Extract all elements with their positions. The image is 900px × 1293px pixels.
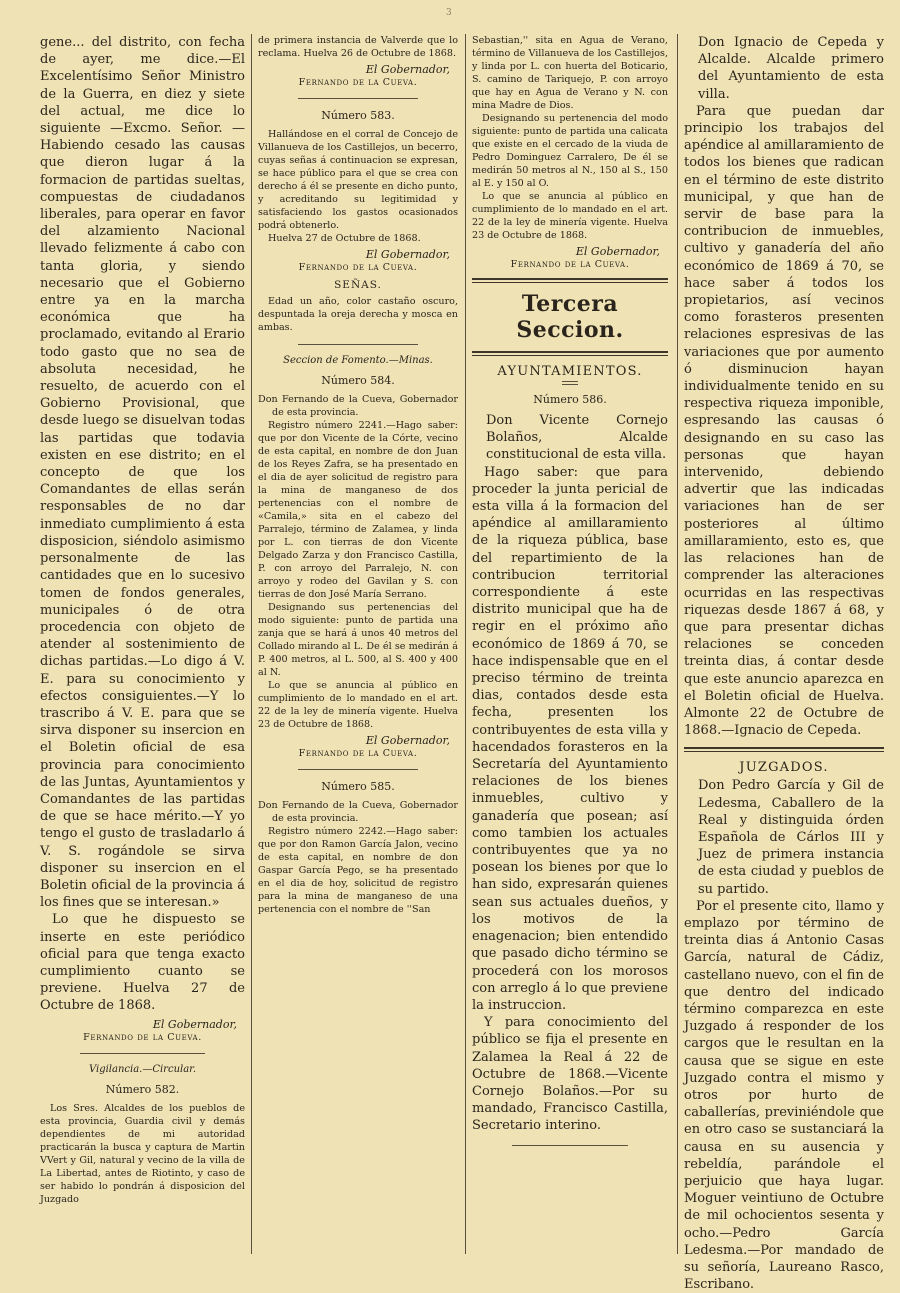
notice-number: Número 583.: [321, 109, 395, 122]
notice-body: Lo que se anuncia al público en cumplimiento de lo mandado en el art. 22 de la ley de minería vigente. Huelva 23 de Octubre de 1868.: [472, 191, 668, 241]
notice-body: Designando sus pertenencias del modo siguiente: punto de partida una zanja que se hará á unos 40 metros del Collado mirando al L. De él se medirán á P. 400 metros, al L. 500, al S. 400 y 400 al N.: [258, 602, 458, 678]
notice-number: Número 585.: [321, 780, 395, 793]
notice-body: Hago saber: que para proceder la junta pericial de esta villa á la formacion del apéndice al amillaramiento de la riqueza pública, base del repartimiento de la contribucion territorial correspondiente á este distrito municipal que ha de regir en el próximo año económico de 1869 á 70, se hace indispensable que en el preciso término de treinta dias, contados desde esta fecha, presenten los contribuyentes de esta villa y hacendados forasteros en la Secretaría del Ayuntamiento relaciones de los bienes inmuebles, cultivo y ganadería que posean; así como tambien los actuales contribuyentes que ya no posean los bienes por que lo han sido, expresarán quienes sean sus actuales dueños, y los motivos de la enagenacion; bien entendido que pasado dicho término se procederá con los morosos con arreglo á lo que previene la instruccion.: [472, 464, 668, 1013]
notice-body: Edad un año, color castaño oscuro, despuntada la oreja derecha y mosca en ambas.: [258, 296, 458, 333]
notice-heading: Don Ignacio de Cepeda y Alcalde. Alcalde primero del Ayuntamiento de esta villa.: [698, 35, 884, 102]
notice-heading: Don Fernando de la Cueva, Gobernador de esta provincia.: [258, 394, 458, 418]
signature-name: Fernando de la Cueva.: [510, 259, 630, 270]
signature-title: El Gobernador,: [365, 248, 450, 261]
notice-body: Sebastian,'' sita en Agua de Verano, término de Villanueva de los Castillejos, y linda por L. con huerta del Boticario, S. camino de Tariquejo, P. con arroyo que hay en Agua de Verano y N. con mina Madre de Dios.: [472, 35, 668, 111]
notice-number: Número 582.: [105, 1082, 180, 1096]
separator: [298, 344, 418, 345]
section-rule: [472, 278, 668, 283]
notice-body: Por el presente cito, llamo y emplazo por término de treinta dias á Antonio Casas García, natural de Cádiz, castellano nuevo, con el fin de que dentro del indicado término comparezca en este Juzgado á responder de los cargos que le resultan en la causa que se sigue en este Juzgado contra el mismo y otros por hurto de caballerías, previniéndole que en otro caso se sustanciará la causa en su ausencia y rebeldía, parándole el perjuicio que haya lugar. Moguer veintiuno de Octubre de mil ochocientos sesenta y ocho.—Pedro García Ledesma.—Por mandado de su señoría, Laureano Rasco, Escribano.: [684, 898, 884, 1293]
signature-title: El Gobernador,: [365, 63, 450, 76]
ayuntamientos-heading: AYUNTAMIENTOS.: [497, 364, 643, 379]
notice-body: de primera instancia de Valverde que lo reclama. Huelva 26 de Octubre de 1868.: [258, 35, 458, 59]
column-2: [258, 34, 458, 1254]
notice-heading: Don Pedro García y Gil de Ledesma, Caballero de la Real y distinguida órden Española de Cárlos III y Juez de primera instancia de esta ciudad y pueblos de su partido.: [698, 778, 884, 897]
notice-date: Huelva 27 de Octubre de 1868.: [268, 233, 421, 244]
notice-heading: Don Vicente Cornejo Bolaños, Alcalde constitucional de esta villa.: [486, 413, 668, 463]
notice-body: Lo que se anuncia al público en cumplimiento de lo mandado en el art. 22 de la ley de minería vigente. Huelva 23 de Octubre de 1868.: [258, 680, 458, 730]
notice-body: Los Sres. Alcaldes de los pueblos de esta provincia, Guardia civil y demás dependientes de mi autoridad practicarán la busca y captura de Martin VVert y Gil, natural y vecino de la villa de La Libertad, antes de Riotinto, y caso de ser habido lo pondrán á disposicion del Juzgado: [40, 1102, 245, 1205]
juzgados-heading: JUZGADOS.: [739, 760, 829, 776]
separator: [298, 98, 418, 99]
notice-number: Número 586.: [533, 393, 607, 406]
signature-title: El Gobernador,: [152, 1017, 237, 1031]
signature-name: Fernando de la Cueva.: [298, 262, 418, 273]
column-3: [472, 34, 668, 1254]
notice-body: Para que puedan dar principio los trabajos del apéndice al amillaramiento de todos los bienes que radican en el término de este distrito municipal, y que han de servir de base para la contribucion de inmuebles, cultivo y ganadería del año económico de 1869 á 70, se hace saber á todos los propietarios, así vecinos como forasteros presenten relaciones espresivas de las variaciones que por aumento ó disminucion hayan individualmente tenido en su respectiva riqueza imponible, espresando las causas ó designando en su caso las personas que hayan intervenido, debiendo advertir que las indicadas variaciones han de ser posteriores al último amillaramiento, esto es, que las relaciones han de comprender las alteraciones ocurridas en las respectivas riquezas desde 1867 á 68, y que para presentar dichas relaciones se conceden treinta dias, á contar desde que este anuncio aparezca en el Boletin oficial de Huelva. Almonte 22 de Octubre de 1868.—Ignacio de Cepeda.: [684, 103, 884, 739]
separator: [298, 769, 418, 770]
signature-title: El Gobernador,: [575, 245, 660, 258]
notice-body: Registro número 2241.—Hago saber: que por don Vicente de la Córte, vecino de esta capital, en nombre de don Juan de los Reyes Zafra, se ha presentado en el dia de ayer solicitud de registro para la mina de manganeso de dos pertenencias con el nombre de «Camila,» sita en el cabezo del Parralejo, término de Zalamea, y linda por L. con tierras de don Vicente Delgado Zarza y don Francisco Castilla, P. con arroyo del Parralejo, N. con arroyo y rodeo del Gavilan y S. con tierras de don José María Serrano.: [258, 420, 458, 600]
section-rule: [684, 747, 884, 752]
senas-heading: SEÑAS.: [334, 279, 382, 291]
column-rule: [465, 34, 466, 1254]
notice-heading: Don Fernando de la Cueva, Gobernador de esta provincia.: [258, 800, 458, 824]
section-subhead: Vigilancia.—Circular.: [88, 1063, 197, 1075]
notice-number: Número 584.: [321, 374, 395, 387]
column-4: [684, 34, 884, 1293]
signature-name: Fernando de la Cueva.: [83, 1031, 202, 1043]
signature-title: El Gobernador,: [365, 734, 450, 747]
separator: [512, 1145, 628, 1146]
notice-body: Registro número 2242.—Hago saber: que por don Ramon García Jalon, vecino de esta capital, en nombre de don Gaspar García Pego, se ha presentado en el dia de hoy, solicitud de registro para la mina de manganeso de una pertenencia con el nombre de ''San: [258, 826, 458, 915]
circular-closing: Lo que he dispuesto se inserte en este periódico oficial para que tenga exacto cumplimiento cuanto se previene. Huelva 27 de Octubre de 1868.: [40, 912, 245, 1014]
section-title: Tercera Seccion.: [516, 291, 624, 343]
column-rule: [251, 34, 252, 1254]
circular-body: gene... del distrito, con fecha de ayer, me dice.—El Excelentísimo Señor Ministro de la Guerra, en diez y siete del actual, me dice lo siguiente —Excmo. Señor. —Habiendo cesado las causas que dieron lugar á la formacion de partidas sueltas, compuestas de ciudadanos liberales, para operar en favor del alzamiento Nacional llevado felizmente á cabo con tanta gloria, y siendo necesario que el Gobierno entre ya en la marcha económica que ha proclamado, evitando al Erario todo gasto que no sea de absoluta necesidad, he resuelto, de acuerdo con el Gobierno Provisional, que desde luego se disuelvan todas las partidas que todavia existen en ese distrito; en el concepto de que los Comandantes de ellas serán responsables de no dar inmediato cumplimiento á esta disposicion, siéndolo asimismo personalmente de las cantidades que en lo sucesivo tomen de fondos generales, municipales ó de otra procedencia con objeto de atender al sostenimiento de dichas partidas.—Lo digo á V. E. para su conocimiento y efectos consiguientes.—Y lo trascribo á V. E. para que se sirva disponer su insercion en el Boletin oficial de esa provincia para conocimiento de las Juntas, Ayuntamientos y Comandantes de las partidas de que se hace mérito.—Y yo tengo el gusto de trasladarlo á V. S. rogándole se sirva disponer su insercion en el Boletin oficial de la provincia á los fines que se interesan.»: [40, 35, 245, 911]
section-subhead: Seccion de Fomento.—Minas.: [283, 355, 433, 366]
separator: [80, 1053, 205, 1054]
page-number: 3: [446, 8, 452, 18]
signature-name: Fernando de la Cueva.: [298, 748, 418, 759]
notice-body: Hallándose en el corral de Concejo de Villanueva de los Castillejos, un becerro, cuyas señas á continuacion se expresan, se hace público para el que se crea con derecho á él se presente en dicho punto, y acreditando su legitimidad y satisfaciendo los gastos ocasionados podrá obtenerlo.: [258, 129, 458, 231]
section-rule: [472, 351, 668, 356]
notice-body: Y para conocimiento del público se fija el presente en Zalamea la Real á 22 de Octubre de 1868.—Vicente Cornejo Bolaños.—Por su mandado, Francisco Castilla, Secretario interino.: [472, 1015, 668, 1134]
column-1: [40, 34, 245, 1254]
notice-body: Designando su pertenencia del modo siguiente: punto de partida una calicata que existe en el cercado de la viuda de Pedro Dominguez Carralero, De él se medirán 50 metros al N., 150 al S., 150 al E. y 150 al O.: [472, 113, 668, 189]
column-rule: [677, 34, 678, 1254]
separator: [562, 381, 578, 385]
signature-name: Fernando de la Cueva.: [298, 77, 418, 88]
